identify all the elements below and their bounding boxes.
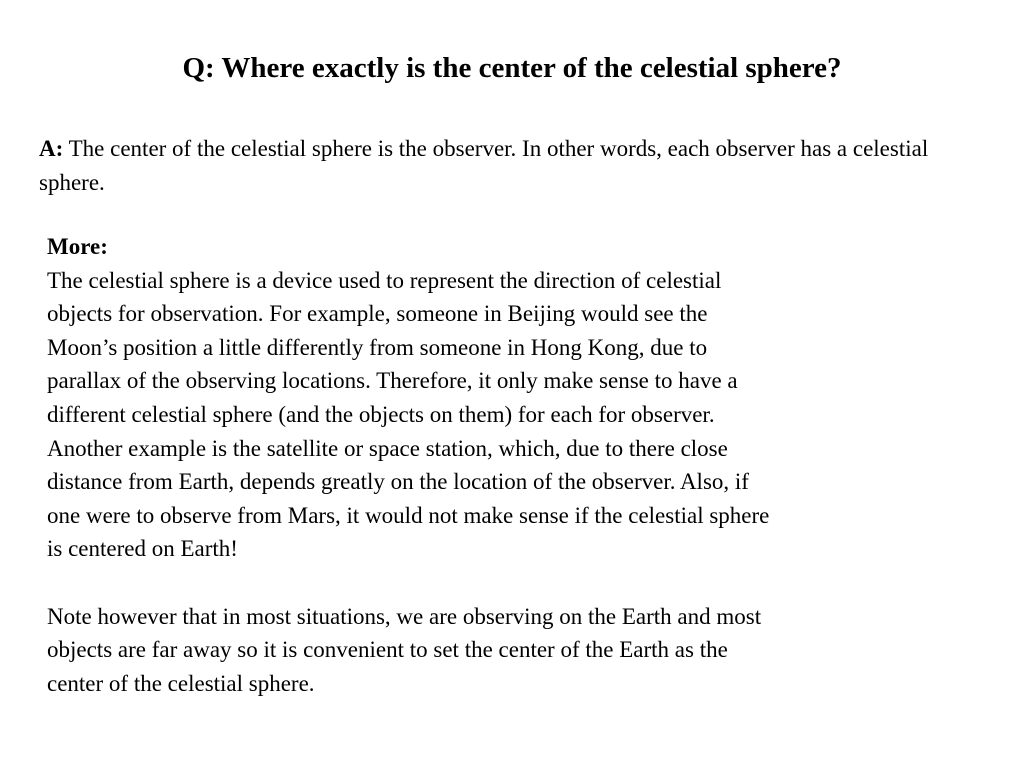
paragraph-1-line: one were to observe from Mars, it would not make sense if the celestial sphere — [47, 502, 770, 528]
answer-paragraph — [39, 132, 989, 200]
question-title: Q: Where exactly is the center of the celestial sphere? — [182, 52, 842, 84]
paragraph-gap — [47, 566, 977, 600]
answer-text: The center of the celestial sphere is the observer. In other words, each observer has a celestial sphere. — [39, 136, 929, 195]
paragraph-1-line: parallax of the observing locations. Therefore, it only make sense to have a — [47, 368, 738, 394]
answer-label: A: — [39, 136, 64, 161]
more-section — [47, 230, 977, 700]
more-heading: More: — [47, 234, 108, 259]
paragraph-1-line: different celestial sphere (and the objects on them) for each for observer. — [47, 401, 715, 427]
paragraph-1-line: Moon’s position a little differently from someone in Hong Kong, due to — [47, 334, 708, 360]
paragraph-2-line: center of the celestial sphere. — [47, 670, 315, 696]
paragraph-2-line: Note however that in most situations, we are observing on the Earth and most — [47, 603, 762, 629]
paragraph-1-line: Another example is the satellite or space station, which, due to there close — [47, 435, 728, 461]
paragraph-1-line: objects for observation. For example, someone in Beijing would see the — [47, 301, 708, 327]
paragraph-1-line: distance from Earth, depends greatly on the location of the observer. Also, if — [47, 469, 749, 495]
paragraph-1-line: The celestial sphere is a device used to represent the direction of celestial — [47, 267, 722, 293]
more-paragraph-2 — [47, 600, 977, 701]
paragraph-2-line: objects are far away so it is convenient to set the center of the Earth as the — [47, 637, 728, 663]
more-paragraph-1 — [47, 264, 977, 566]
paragraph-1-line: is centered on Earth! — [47, 536, 238, 562]
